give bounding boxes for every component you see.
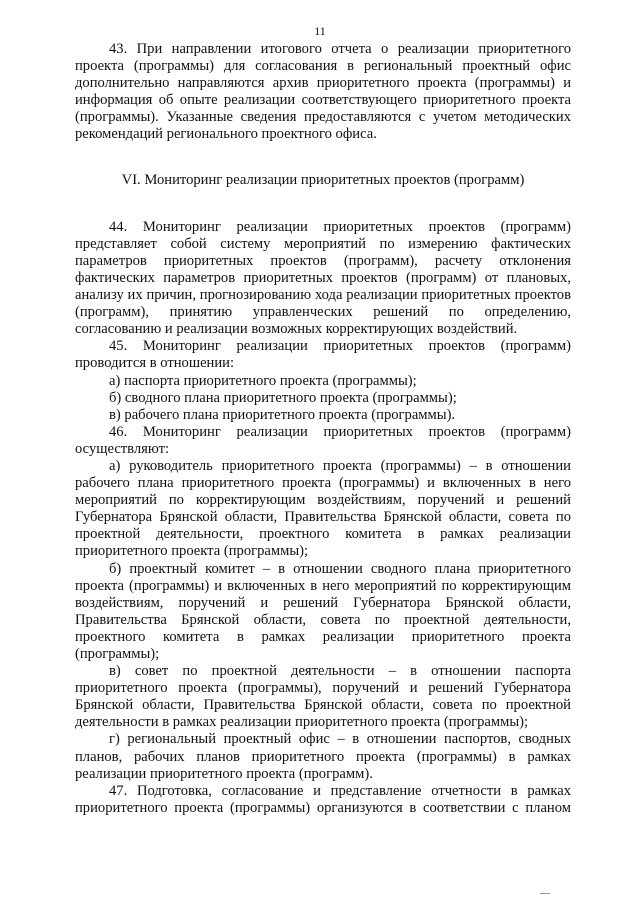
paragraph-46: 46. Мониторинг реализации приоритетных проектов (программ) осуществляют: <box>75 423 571 457</box>
paragraph-46-v: в) совет по проектной деятельности – в отношении паспорта приоритетного проекта (программы), поручений и решений Губернатора Брянской области, Правительства Брянской области, совета по проектной деятельности в рамках реализации приоритетного проекта (программы); <box>75 663 571 731</box>
paragraph-47: 47. Подготовка, согласование и представление отчетности в рамках приоритетного проекта (программы) организуются в соответствии с планом <box>75 782 571 816</box>
footer-mark <box>540 893 550 894</box>
document-body <box>75 41 571 817</box>
paragraph-45: 45. Мониторинг реализации приоритетных проектов (программ) проводится в отношении: <box>75 338 571 372</box>
page-number: 11 <box>314 24 326 38</box>
paragraph-46-a: а) руководитель приоритетного проекта (программы) – в отношении рабочего плана приоритетного проекта (программы) и включенных в него мероприятий по корректирующим воздействиям, поручений и решений Губернатора Брянской области, Правительства Брянской области, совета по проектной деятельности, проектного комитета в рамках реализации приоритетного проекта (программы); <box>75 457 571 560</box>
paragraph-45-a: а) паспорта приоритетного проекта (программы); <box>109 372 417 389</box>
paragraph-45-v: в) рабочего плана приоритетного проекта (программы). <box>109 406 456 423</box>
paragraph-46-g: г) региональный проектный офис – в отношении паспортов, сводных планов, рабочих планов приоритетного проекта (программы) в рамках реализации приоритетного проекта (программ). <box>75 731 571 782</box>
paragraph-45-b: б) сводного плана приоритетного проекта (программы); <box>109 389 457 406</box>
section-heading: VI. Мониторинг реализации приоритетных проектов (программ) <box>121 171 525 188</box>
paragraph-46-b: б) проектный комитет – в отношении сводного плана приоритетного проекта (программы) и включенных в него мероприятий по корректирующим воздействиям, поручений и решений Губернатора Брянской области, Правительства Брянской области, совета по проектной деятельности, проектного комитета в рамках реализации приоритетного проекта (программы); <box>75 560 571 662</box>
paragraph-44: 44. Мониторинг реализации приоритетных проектов (программ) представляет собой систему мероприятий по измерению фактических параметров приоритетных проектов (программ), расчету отклонения фактических параметров приоритетных проектов (программ) от плановых, анализу их причин, прогнозированию хода реализации приоритетных проектов (программ), принятию управленческих решений по определению, согласованию и реализации возможных корректирующих воздействий. <box>75 218 571 338</box>
paragraph-43: 43. При направлении итогового отчета о реализации приоритетного проекта (программы) для согласования в региональный проектный офис дополнительно направляются архив приоритетного проекта (программы) и информация об опыте реализации соответствующего приоритетного проекта (программы). Указанные сведения предоставляются с учетом методических рекомендаций регионального проектного офиса. <box>75 41 571 143</box>
